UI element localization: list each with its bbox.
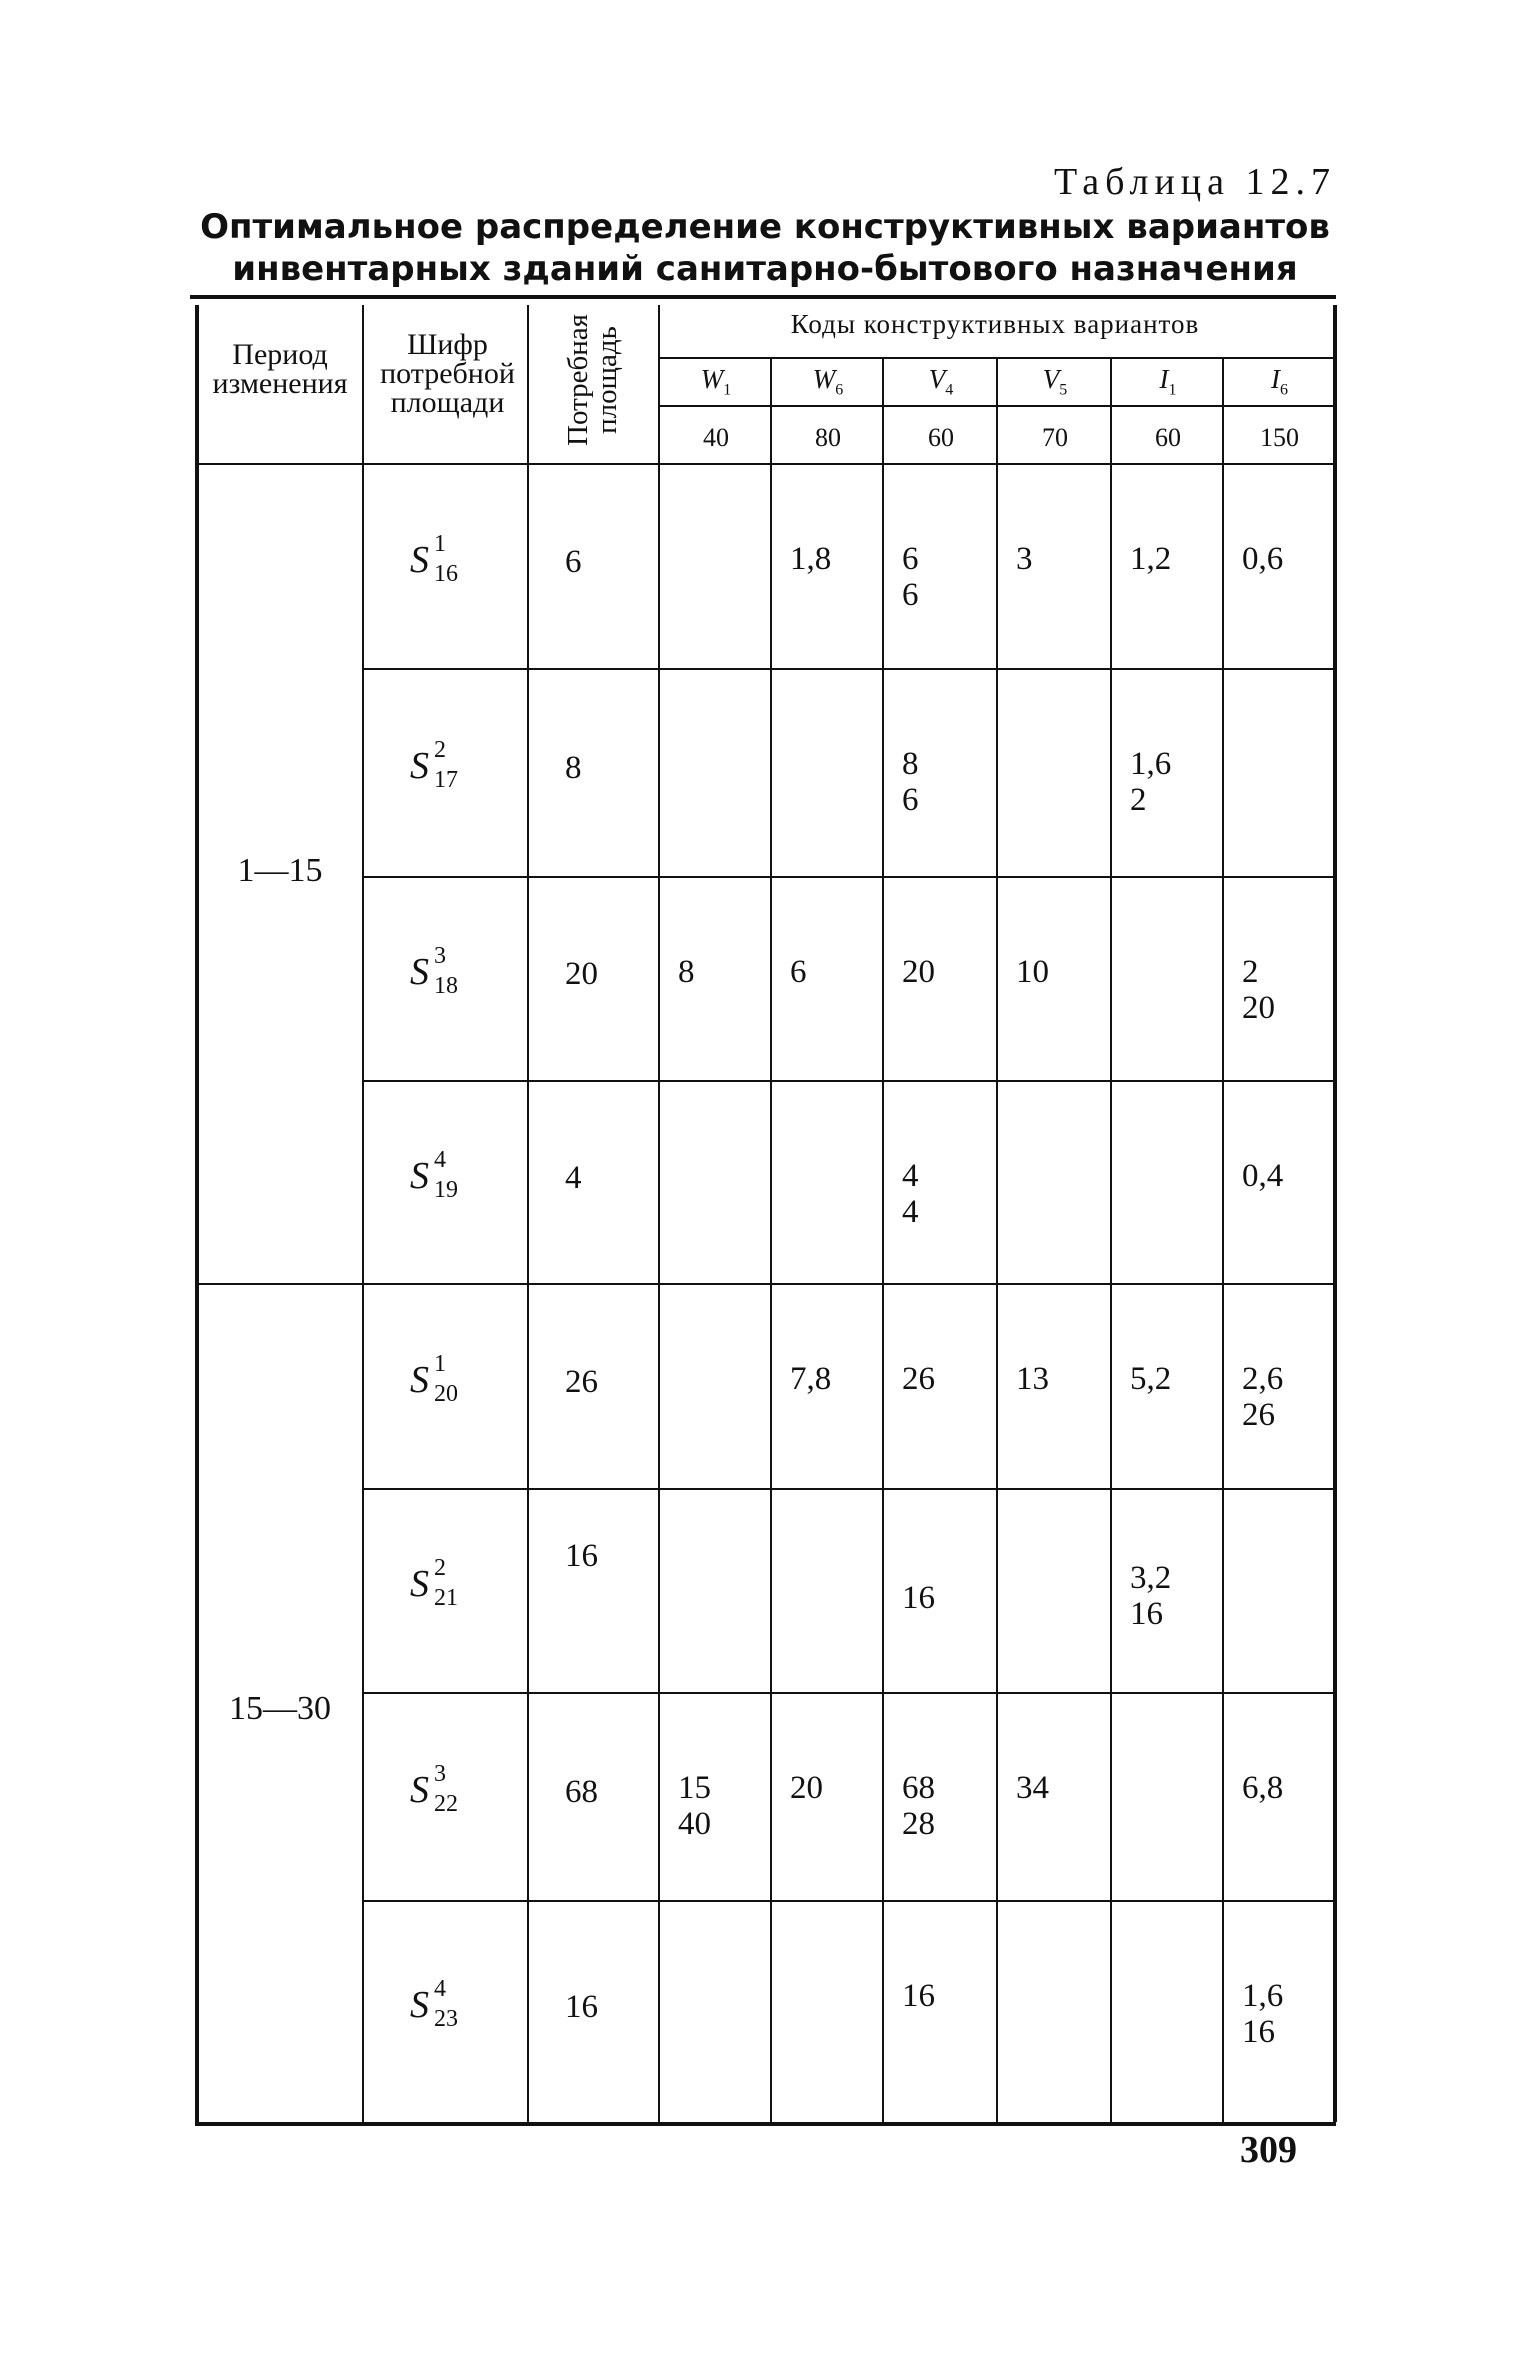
table-caption: Таблица 12.7	[1053, 161, 1336, 203]
cipher-subscript: 23	[434, 2006, 458, 2032]
variant-value: 20	[902, 954, 935, 990]
variant-value: 10	[1016, 954, 1049, 990]
variant-value: 15 40	[678, 1770, 711, 1842]
row-divider	[362, 1080, 1333, 1082]
cipher-superscript: 4	[434, 1976, 446, 2002]
cipher-letter: S	[410, 951, 429, 993]
variant-value: 8 6	[902, 746, 919, 818]
variant-area: 70	[1042, 423, 1068, 452]
cipher-superscript: 1	[434, 530, 446, 557]
cipher-subscript: 22	[434, 1791, 458, 1817]
row-divider	[362, 1488, 1333, 1490]
table-top-rule	[190, 295, 1336, 299]
table-right-edge	[1333, 305, 1337, 2122]
cipher-subscript: 18	[434, 973, 458, 999]
area-cipher	[410, 943, 510, 1010]
variant-code-i6: $I_6$	[1271, 364, 1288, 399]
variant-code-v5: $V_5$	[1042, 364, 1068, 399]
header-need: Потребная площадь	[562, 314, 623, 446]
variant-value: 8	[678, 954, 695, 990]
variant-value: 7,8	[790, 1361, 832, 1397]
cipher-superscript: 2	[434, 1555, 446, 1581]
cipher-letter: S	[410, 1563, 429, 1605]
table-left-edge	[195, 305, 199, 2122]
variant-value: 0,6	[1242, 541, 1284, 577]
variant-value: 13	[1016, 1361, 1049, 1397]
table-bottom-rule	[195, 2122, 1336, 2126]
variant-value: 68 28	[902, 1770, 935, 1842]
variant-value: 3,2 16	[1130, 1560, 1172, 1632]
variant-value: 2 20	[1242, 954, 1275, 1026]
variant-value: 16	[902, 1580, 935, 1616]
variant-value: 1,2	[1130, 541, 1172, 577]
area-cipher	[410, 737, 510, 804]
need-value: 8	[565, 750, 582, 786]
variant-value: 1,8	[790, 541, 832, 577]
cipher-subscript: 19	[434, 1176, 458, 1203]
area-cipher	[410, 1761, 510, 1828]
variant-code-subscript: 5	[1059, 381, 1068, 399]
variant-value: 6	[790, 954, 807, 990]
cipher-subscript: 17	[434, 767, 458, 793]
variant-value: 5,2	[1130, 1361, 1172, 1397]
need-value: 20	[565, 956, 598, 992]
col-divider-variant	[882, 357, 884, 2122]
cipher-superscript: 4	[434, 1146, 446, 1173]
variant-code-i1: $I_1$	[1159, 364, 1177, 399]
row-divider	[362, 1900, 1333, 1902]
cipher-letter: S	[410, 538, 429, 581]
cipher-superscript: 2	[434, 737, 446, 763]
row-divider	[195, 1283, 1333, 1285]
header-cipher: Шифр потребной площади	[380, 328, 515, 419]
variant-area: 40	[703, 423, 729, 452]
need-value: 26	[565, 1363, 598, 1400]
variant-code-w1: $W_1$	[700, 364, 732, 399]
variant-area: 80	[815, 423, 841, 452]
variant-value: 20	[790, 1770, 823, 1806]
variant-code-subscript: 6	[1280, 381, 1288, 399]
variant-value: 1,6 16	[1242, 1978, 1284, 2050]
variant-value: 0,4	[1242, 1158, 1284, 1194]
header-period: Период изменения	[212, 338, 348, 400]
need-value: 6	[565, 543, 582, 580]
col-divider-variant	[1222, 357, 1224, 2122]
variant-value: 16	[902, 1978, 935, 2014]
variant-code-subscript: 1	[723, 381, 732, 399]
variant-code-subscript: 1	[1168, 381, 1177, 399]
col-divider-variant	[1110, 357, 1112, 2122]
cipher-subscript: 16	[434, 560, 458, 587]
variant-value: 6,8	[1242, 1770, 1284, 1806]
row-divider	[362, 1692, 1333, 1694]
page-number: 309	[1240, 2129, 1297, 2171]
row-divider	[362, 668, 1333, 670]
variant-value: 26	[902, 1361, 935, 1397]
variant-value: 6 6	[902, 541, 919, 613]
area-cipher	[410, 1976, 510, 2043]
cipher-superscript: 3	[434, 943, 446, 969]
cipher-subscript: 20	[434, 1380, 458, 1407]
variant-area: 60	[1155, 423, 1181, 452]
cipher-subscript: 21	[434, 1585, 458, 1611]
variant-area: 150	[1260, 423, 1299, 452]
col-divider-need	[527, 305, 529, 2122]
cipher-superscript: 1	[434, 1350, 446, 1377]
variant-value: 34	[1016, 1770, 1049, 1806]
area-cipher	[410, 1350, 510, 1418]
cipher-letter: S	[410, 1984, 429, 2026]
period-label: 15—30	[229, 1690, 331, 1727]
cipher-letter: S	[410, 745, 429, 787]
variant-code-subscript: 6	[835, 381, 844, 399]
header-codes: Коды конструктивных вариантов	[790, 309, 1200, 339]
col-divider-cipher	[362, 305, 364, 2122]
col-divider-variant	[770, 357, 772, 2122]
variant-value: 2,6 26	[1242, 1361, 1284, 1433]
header-bottom-rule	[195, 463, 1333, 465]
area-cipher	[410, 530, 510, 598]
need-value: 16	[565, 1538, 598, 1574]
table-title: Оптимальное распределение конструктивных вариантов инвентарных зданий санитарно-бытового назначения	[200, 207, 1330, 289]
area-cipher	[410, 1146, 510, 1214]
area-cipher	[410, 1555, 510, 1622]
need-value: 68	[565, 1774, 598, 1810]
cipher-superscript: 3	[434, 1761, 446, 1787]
variant-code-w6: $W_6$	[812, 364, 844, 399]
cipher-letter: S	[410, 1358, 429, 1401]
variant-area: 60	[928, 423, 954, 452]
row-divider	[362, 876, 1333, 878]
cipher-letter: S	[410, 1769, 429, 1811]
need-value: 16	[565, 1989, 598, 2025]
variant-value: 3	[1016, 541, 1033, 577]
col-divider-variant	[658, 305, 660, 2122]
col-divider-variant	[996, 357, 998, 2122]
header-need-cell	[528, 305, 658, 455]
period-label: 1—15	[237, 852, 323, 889]
variant-value: 1,6 2	[1130, 746, 1172, 818]
variant-code-v4: $V_4$	[928, 364, 954, 399]
cipher-letter: S	[410, 1154, 429, 1197]
need-value: 4	[565, 1159, 582, 1196]
variant-value: 4 4	[902, 1158, 919, 1230]
variant-code-subscript: 4	[945, 381, 954, 399]
